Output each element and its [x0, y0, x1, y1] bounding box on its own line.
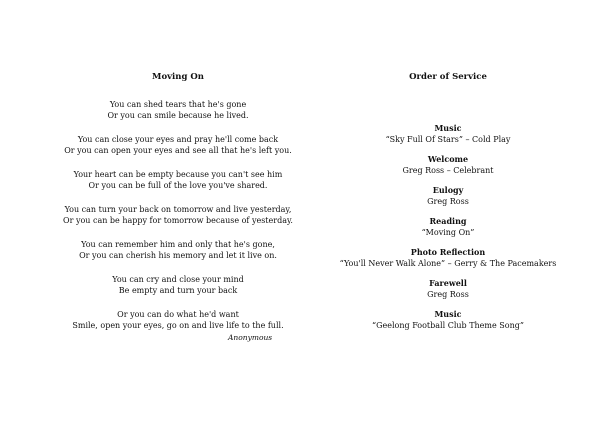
- poem-line: You can shed tears that he's gone: [109, 100, 247, 109]
- poem-line: Or you can be happy for tomorrow because of yesterday.: [63, 216, 293, 225]
- section-title: Reading: [429, 216, 467, 226]
- poem-line: Your heart can be empty because you can't see him: [73, 170, 283, 179]
- poem-column: [48, 72, 308, 344]
- poem-line: Or you can be full of the love you've shared.: [88, 181, 268, 190]
- service-section-closing-music: [328, 309, 568, 331]
- section-detail: Greg Ross: [427, 290, 469, 299]
- section-detail: Greg Ross: [427, 197, 469, 206]
- section-title: Eulogy: [432, 185, 464, 195]
- poem-line: Or you can cherish his memory and let it live on.: [79, 251, 277, 260]
- section-title: Photo Reflection: [410, 247, 486, 257]
- poem-line: You can close your eyes and pray he'll come back: [77, 135, 279, 144]
- section-detail: “You'll Never Walk Alone” – Gerry & The Pacemakers: [339, 259, 557, 268]
- section-title: Farewell: [429, 278, 467, 288]
- poem-stanza-3: [48, 169, 308, 191]
- service-title: Order of Service: [409, 72, 487, 82]
- service-section-welcome: [328, 154, 568, 176]
- section-detail: “Geelong Football Club Theme Song”: [372, 321, 524, 330]
- service-section-eulogy: [328, 185, 568, 207]
- section-title: Music: [434, 309, 462, 319]
- service-column: [328, 72, 568, 340]
- poem-line: Or you can smile because he lived.: [107, 111, 249, 120]
- poem-stanza-6: [48, 274, 308, 296]
- service-section-reading: [328, 216, 568, 238]
- poem-stanza-5: [48, 239, 308, 261]
- section-detail: “Moving On”: [421, 228, 475, 237]
- poem-line: You can remember him and only that he's gone,: [81, 240, 275, 249]
- poem-line: Be empty and turn your back: [118, 286, 238, 295]
- poem-stanza-7: [48, 309, 308, 331]
- service-spacer: [328, 99, 568, 123]
- poem-line: Or you can open your eyes and see all that he's left you.: [64, 146, 292, 155]
- poem-line: Or you can do what he'd want: [117, 310, 239, 319]
- poem-author: Anonymous: [228, 333, 273, 342]
- poem-line: You can turn your back on tomorrow and live yesterday,: [64, 205, 292, 214]
- service-section-music: [328, 123, 568, 145]
- section-title: Music: [434, 123, 462, 133]
- poem-line: Smile, open your eyes, go on and live life to the full.: [72, 321, 284, 330]
- poem-title: Moving On: [152, 72, 204, 82]
- section-detail: Greg Ross – Celebrant: [402, 166, 494, 175]
- section-title: Welcome: [427, 154, 469, 164]
- service-section-farewell: [328, 278, 568, 300]
- service-section-photo-reflection: [328, 247, 568, 269]
- poem-stanza-2: [48, 134, 308, 156]
- poem-line: You can cry and close your mind: [112, 275, 244, 284]
- poem-stanza-4: [48, 204, 308, 226]
- poem-stanza-1: [48, 99, 308, 121]
- section-detail: “Sky Full Of Stars” – Cold Play: [385, 135, 511, 144]
